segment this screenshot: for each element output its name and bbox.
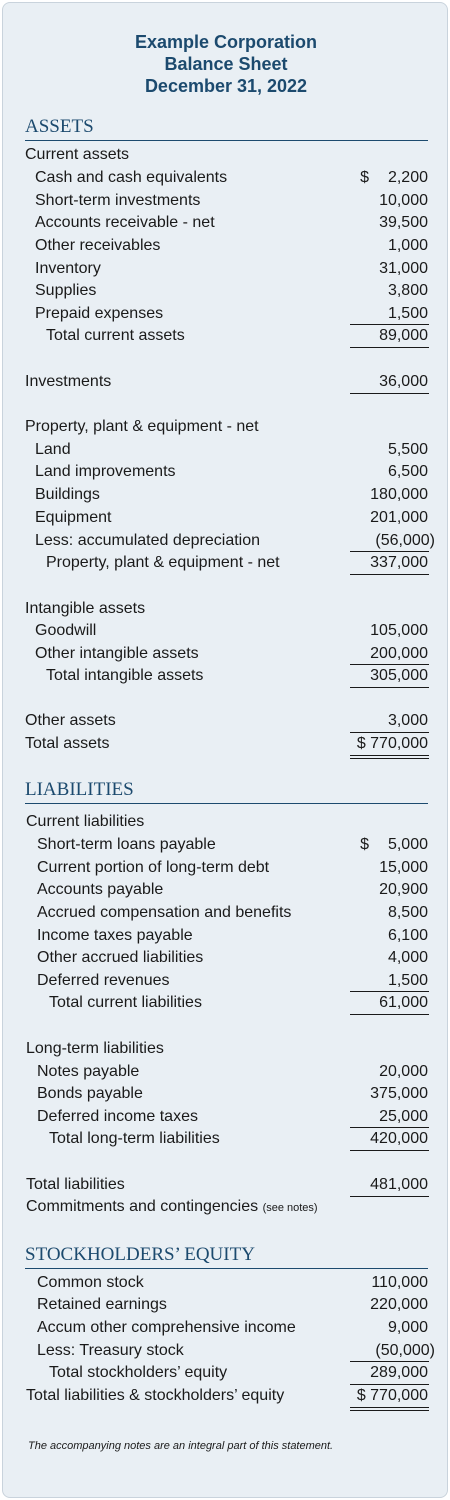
row-buildings: Buildings 180,000 [35,486,428,503]
row-commitments: Commitments and contingencies (see notes) [26,1198,318,1215]
statement-date: December 31, 2022 [144,76,308,96]
row-total-assets: Total assets $ 770,000 [25,735,428,752]
row-inventory: Inventory 31,000 [35,260,428,277]
section-assets: ASSETS [25,116,428,141]
row-aoci: Accum other comprehensive income 9,000 [37,1319,428,1336]
row-total-long-term-liabilities: Total long-term liabilities 420,000 [49,1130,428,1147]
subtotal-rule [350,393,429,394]
row-investments: Investments 36,000 [25,373,428,390]
row-total-current-liabilities: Total current liabilities 61,000 [49,994,428,1011]
row-other-accrued: Other accrued liabilities 4,000 [37,949,428,966]
row-land: Land 5,500 [35,441,428,458]
double-rule [350,755,429,756]
double-rule [350,1410,429,1411]
subtotal-rule [350,1150,429,1151]
dollar-sign: $ [360,169,369,186]
row-land-improvements: Land improvements 6,500 [35,463,428,480]
see-notes: (see notes) [262,1202,318,1214]
row-total-intangibles: Total intangible assets 305,000 [46,667,428,684]
row-short-term-loans: Short-term loans payable $ 5,000 [3,834,449,856]
row-ppe-net-total: Property, plant & equipment - net 337,000 [46,554,428,571]
row-other-intangibles: Other intangible assets 200,000 [35,645,428,662]
row-total-stockholders-equity: Total stockholders’ equity 289,000 [49,1364,428,1381]
subtotal-rule [350,1014,429,1015]
row-equipment: Equipment 201,000 [35,509,428,526]
row-total-liabilities: Total liabilities 481,000 [26,1176,428,1193]
row-deferred-income-taxes: Deferred income taxes 25,000 [37,1108,428,1125]
row-accounts-receivable: Accounts receivable - net 39,500 [35,214,428,231]
row-current-portion-ltd: Current portion of long-term debt 15,000 [37,859,428,876]
company-name: Example Corporation [134,32,318,52]
row-intangible-heading: Intangible assets [25,600,146,617]
row-notes-payable: Notes payable 20,000 [37,1063,428,1080]
row-other-receivables: Other receivables 1,000 [35,237,428,254]
section-stockholders-equity: STOCKHOLDERS’ EQUITY [25,1244,428,1269]
statement-title: Balance Sheet [164,54,288,74]
subtotal-rule [350,687,429,688]
section-liabilities: LIABILITIES [25,779,428,804]
row-current-liabilities-heading: Current liabilities [26,813,145,830]
row-total-liabilities-equity: Total liabilities & stockholders’ equity $ 770,000 [26,1387,428,1404]
subtotal-rule [350,347,429,348]
row-goodwill: Goodwill 105,000 [35,622,428,639]
row-other-assets: Other assets 3,000 [25,712,428,729]
row-supplies: Supplies 3,800 [35,282,428,299]
row-retained-earnings: Retained earnings 220,000 [37,1296,428,1313]
footer-note: The accompanying notes are an integral part of this statement. [28,1440,334,1452]
row-short-term-investments: Short-term investments 10,000 [35,192,428,209]
row-bonds-payable: Bonds payable 375,000 [37,1085,428,1102]
dollar-sign: $ [360,836,369,853]
double-rule [350,1407,429,1408]
balance-sheet-card [2,2,448,1498]
row-accounts-payable: Accounts payable 20,900 [37,881,428,898]
row-common-stock: Common stock 110,000 [37,1274,428,1291]
row-total-current-assets: Total current assets 89,000 [46,327,428,344]
subtotal-rule [350,574,429,575]
row-prepaid-expenses: Prepaid expenses 1,500 [35,305,428,322]
double-rule [350,758,429,759]
row-current-assets-heading: Current assets [25,146,130,163]
row-treasury-stock: Less: Treasury stock (50,000) [37,1342,435,1359]
row-long-term-liabilities-heading: Long-term liabilities [26,1040,164,1057]
row-ppe-heading: Property, plant & equipment - net [25,418,259,435]
row-accrued-compensation: Accrued compensation and benefits 8,500 [37,904,428,921]
row-cash: Cash and cash equivalents $ 2,200 [3,167,449,189]
row-income-taxes-payable: Income taxes payable 6,100 [37,927,428,944]
row-deferred-revenues: Deferred revenues 1,500 [37,972,428,989]
row-accumulated-depreciation: Less: accumulated depreciation (56,000) [35,532,435,549]
